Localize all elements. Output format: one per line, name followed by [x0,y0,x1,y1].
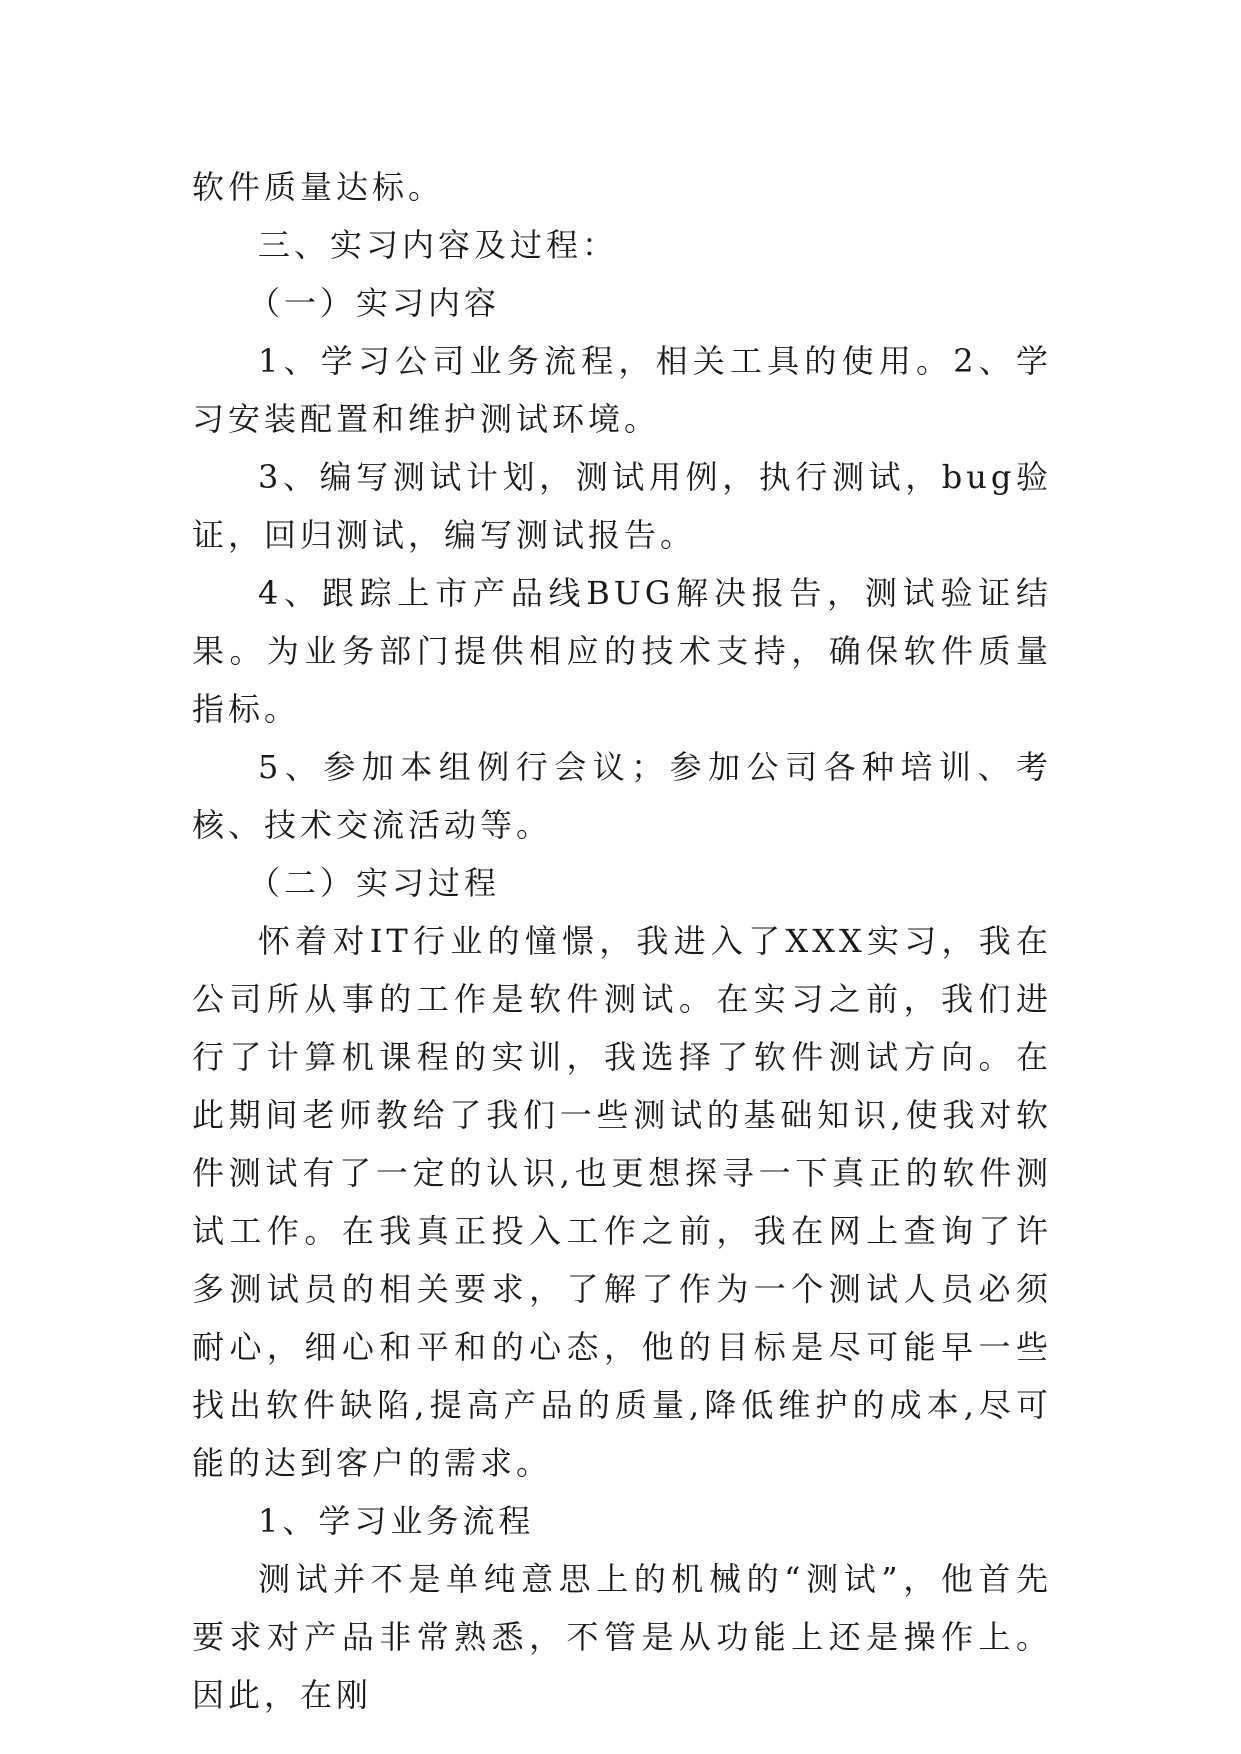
section-heading-3: 三、实习内容及过程： [258,226,619,264]
body-paragraph: 怀着对IT行业的憧憬，我进入了XXX实习，我在公司所从事的工作是软件测试。在实习之前，我们进行了计算机课程的实训，我选择了软件测试方向。在此期间老师教给了我们一些测试的基础知识,使我对软件测试有了一定的认识,也更想探寻一下真正的软件测试工作。在我真正投入工作之前，我在网上查询了许多测试员的相关要求，了解了作为一个测试人员必须耐心，细心和平和的心态，他的目标是尽可能早一些找出软件缺陷,提高产品的质量,降低维护的成本,尽可能的达到客户的需求。 [192,922,1052,1482]
list-item-1-2: 1、学习公司业务流程，相关工具的使用。2、学习安装配置和维护测试环境。 [192,342,1052,438]
list-item-5: 5、参加本组例行会议；参加公司各种培训、考核、技术交流活动等。 [192,748,1052,844]
numbered-heading-1: 1、学习业务流程 [258,1502,535,1540]
paragraph-continuation: 软件质量达标。 [192,168,445,206]
list-item-3: 3、编写测试计划，测试用例，执行测试，bug验证，回归测试，编写测试报告。 [192,458,1052,554]
list-item-4: 4、跟踪上市产品线BUG解决报告，测试验证结果。为业务部门提供相应的技术支持，确保软件质量指标。 [192,574,1052,728]
subsection-heading-1: （一）实习内容 [248,284,501,322]
body-paragraph-truncated: 测试并不是单纯意思上的机械的“测试”，他首先要求对产品非常熟悉，不管是从功能上还是操作上。因此，在刚 [192,1560,1052,1714]
document-body [192,158,1052,1724]
subsection-heading-2: （二）实习过程 [248,864,501,902]
